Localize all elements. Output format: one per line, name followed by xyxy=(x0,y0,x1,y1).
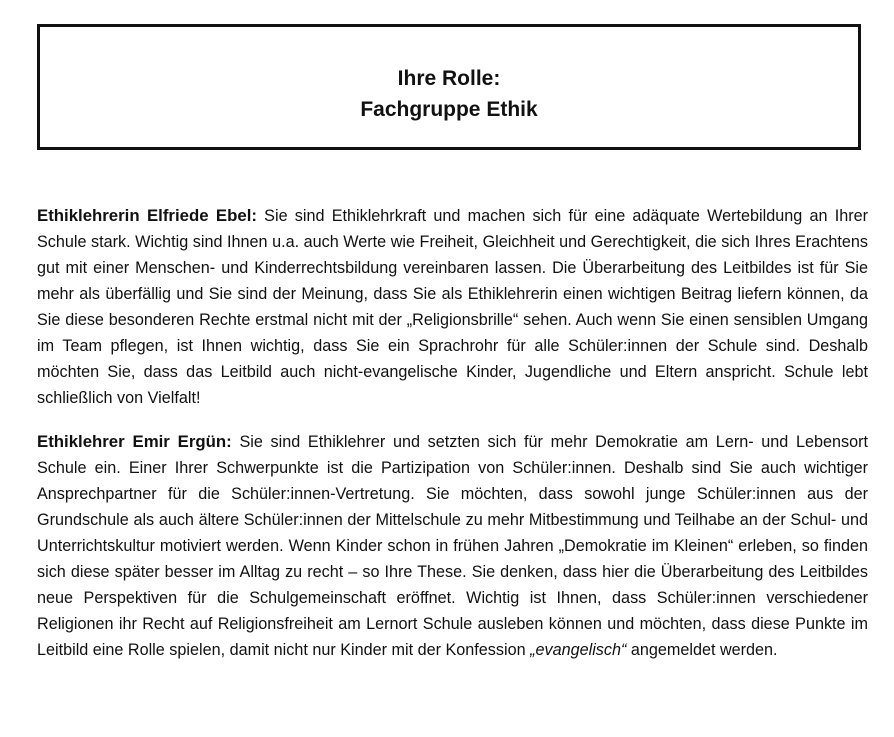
page-subtitle: Fachgruppe Ethik xyxy=(360,98,538,121)
role-name: Ethiklehrer Emir Ergün: xyxy=(37,432,232,451)
page-title: Ihre Rolle: xyxy=(397,67,501,90)
role-description: Sie sind Ethiklehrkraft und machen sich für eine adäquate Wertebildung an Ihrer Schule stark. Wichtig sind Ihnen u.a. auch Werte wie Freiheit, Gleichheit und Gerechtigkeit, die sich Ihres Erachtens gut mit einer Menschen- und Kinderrechtsbildung vereinbaren lassen. Die Überarbeitung des Leitbildes ist für Sie mehr als überfällig und Sie sind der Meinung, dass Sie als Ethiklehrerin einen wichtigen Beitrag liefern können, da Sie diese besonderen Rechte erstmal nicht mit der „Religionsbrille“ sehen. Auch wenn Sie einen sensiblen Umgang im Team pflegen, ist Ihnen wichtig, dass Sie ein Sprachrohr für alle Schüler:innen der Schule sind. Deshalb möchten Sie, dass das Leitbild auch nicht-evangelische Kinder, Jugendliche und Eltern anspricht. Schule lebt schließlich von Vielfalt! xyxy=(37,207,868,407)
role-paragraph-ebel xyxy=(37,203,868,411)
role-paragraph-erguen xyxy=(37,429,868,663)
role-name: Ethiklehrerin Elfriede Ebel: xyxy=(37,206,257,225)
role-description-end: angemeldet werden. xyxy=(626,641,778,659)
role-description: Sie sind Ethiklehrer und setzten sich für mehr Demokratie am Lern- und Lebensort Schule ein. Einer Ihrer Schwerpunkte ist die Partizipation von Schüler:innen. Deshalb sind Sie auch wichtiger Ansprechpartner für die Schüler:innen-Vertretung. Sie möchten, dass sowohl junge Schüler:innen aus der Grundschule als auch ältere Schüler:innen der Mittelschule zu mehr Mitbestimmung und Teilhabe an der Schul- und Unterrichtskultur motiviert werden. Wenn Kinder schon in frühen Jahren „Demokratie im Kleinen“ erleben, so finden sich diese später besser im Alltag zu recht – so Ihre These. Sie denken, dass hier die Überarbeitung des Leitbildes neue Perspektiven für die Schulgemeinschaft eröffnet. Wichtig ist Ihnen, dass Schüler:innen verschiedener Religionen ihr Recht auf Religionsfreiheit am Lernort Schule ausleben können und möchten, dass diese Punkte im Leitbild eine Rolle spielen, damit nicht nur Kinder mit der Konfession xyxy=(37,433,868,659)
title-box xyxy=(37,24,861,150)
emphasis-text: „evangelisch“ xyxy=(530,641,627,659)
